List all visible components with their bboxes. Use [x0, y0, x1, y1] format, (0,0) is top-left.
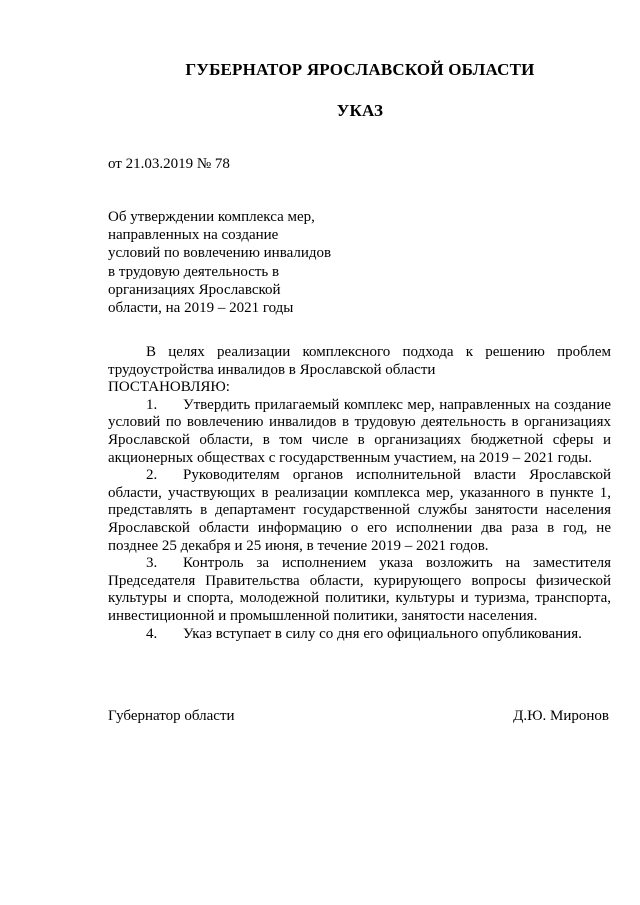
- item-number: 4.: [146, 625, 158, 642]
- subject-line: в трудовую деятельность в: [108, 263, 280, 280]
- signatory-position: Губернатор области: [108, 708, 235, 724]
- subject-line: направленных на создание: [108, 227, 279, 244]
- decree-subject: [108, 208, 331, 317]
- issuing-authority-heading: ГУБЕРНАТОР ЯРОСЛАВСКОЙ ОБЛАСТИ: [185, 60, 535, 79]
- decree-item: [108, 397, 611, 467]
- item-text: Указ вступает в силу со дня его официального опубликования.: [183, 625, 582, 642]
- decree-body: [108, 344, 611, 643]
- subject-line: области, на 2019 – 2021 годы: [108, 300, 294, 317]
- item-number: 1.: [146, 396, 158, 413]
- item-number: 3.: [146, 555, 158, 572]
- decree-item: [108, 626, 611, 644]
- item-text: Контроль за исполнением указа возложить на заместителя Председателя Правительства области, курирующего вопросы физической культуры и спорта, молодежной политики, культуры и туризма, транспорта, инвестиционной и промышленной политики, занятости населения.: [108, 555, 611, 624]
- item-number: 2.: [146, 467, 158, 484]
- decree-item: [108, 555, 611, 625]
- subject-line: Об утверждении комплекса мер,: [108, 209, 315, 225]
- item-text: Утвердить прилагаемый комплекс мер, направленных на создание условий по вовлечению инвалидов в трудовую деятельность в организациях Ярославской области, в том числе в организациях бюджетной сферы и акционерных обществах с государственным участием, на 2019 – 2021 годы.: [108, 396, 611, 466]
- item-text: Руководителям органов исполнительной власти Ярославской области, участвующих в реализации комплекса мер, указанного в пункте 1, представлять в департамент государственной службы занятости населения Ярославской области информацию о его исполнении два раза в год, не позднее 25 декабря и 25 июня, в течение 2019 – 2021 годов.: [108, 467, 611, 554]
- document-type-heading: УКАЗ: [336, 101, 384, 120]
- subject-line: условий по вовлечению инвалидов: [108, 245, 332, 262]
- signatory-name: Д.Ю. Миронов: [513, 708, 609, 724]
- preamble-paragraph: В целях реализации комплексного подхода к решению проблем трудоустройства инвалидов в Ярославской области: [108, 344, 611, 378]
- date-and-number: от 21.03.2019 № 78: [108, 156, 230, 172]
- decree-word: ПОСТАНОВЛЯЮ:: [108, 379, 230, 396]
- decree-item: [108, 467, 611, 555]
- subject-line: организациях Ярославской: [108, 281, 281, 298]
